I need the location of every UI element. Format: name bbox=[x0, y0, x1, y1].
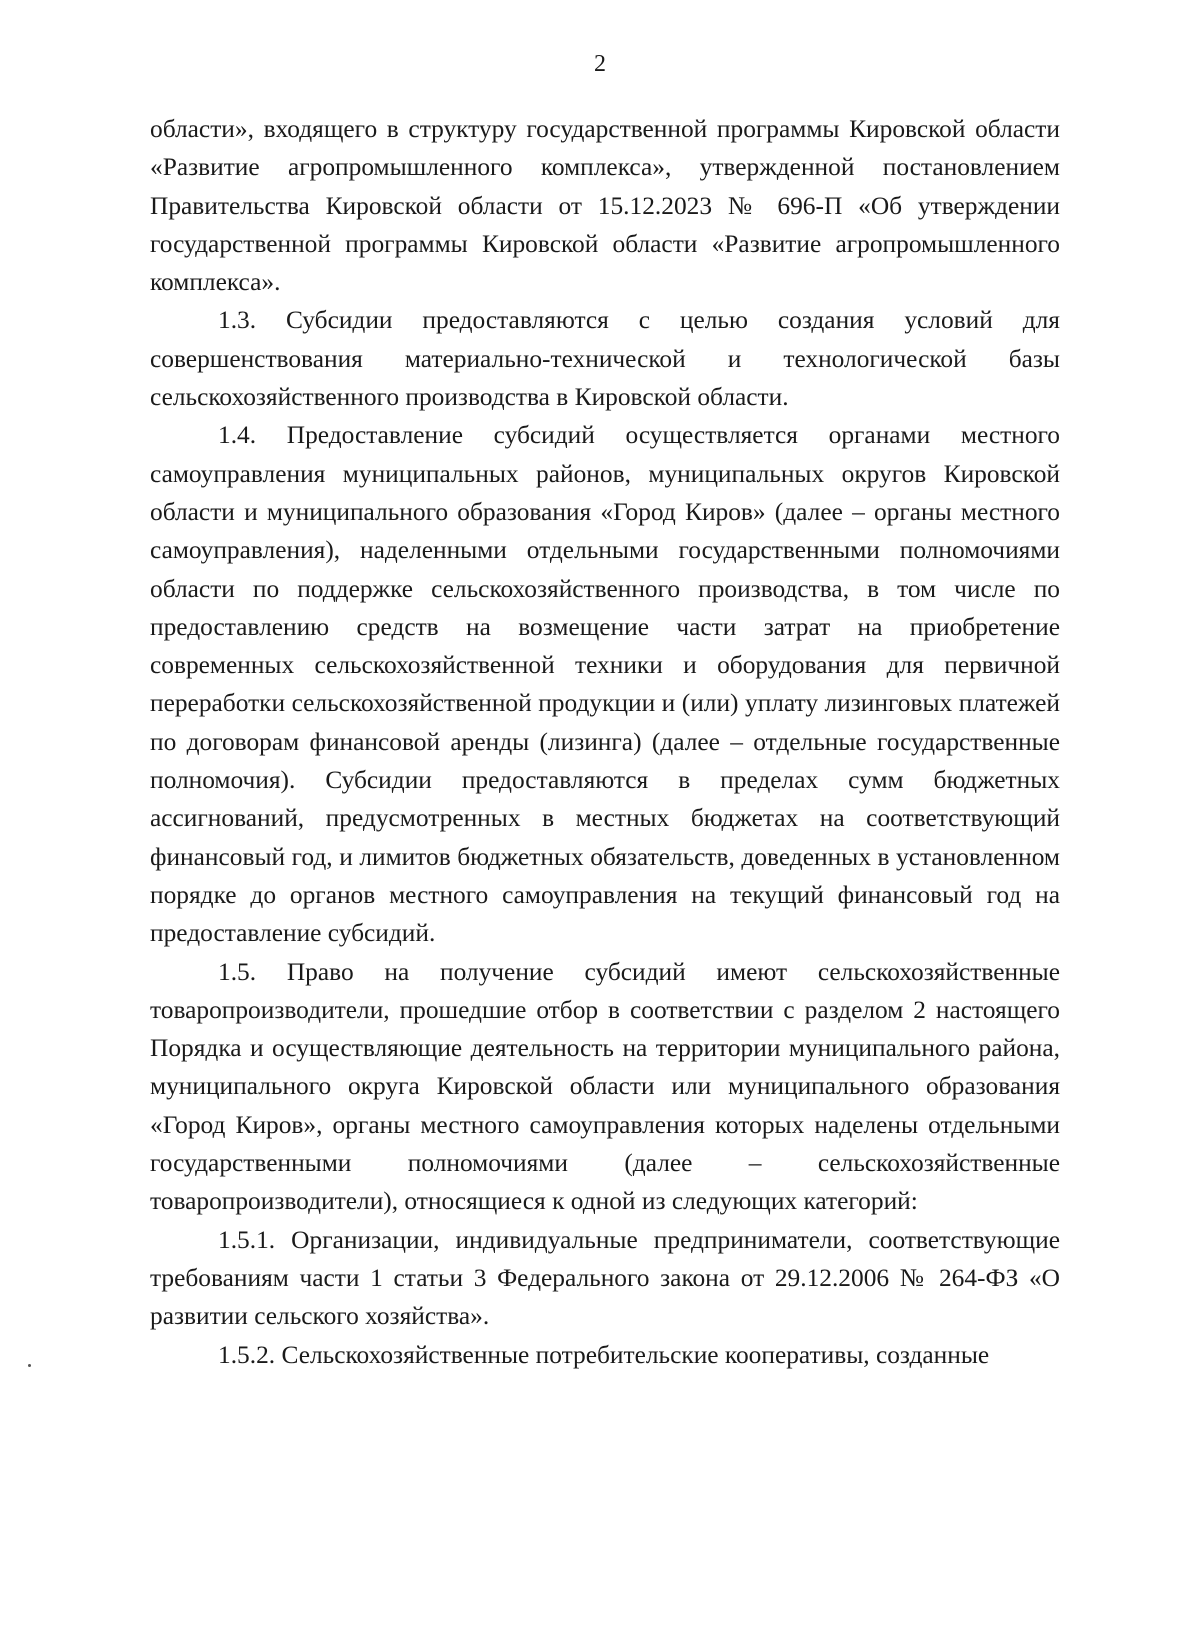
page-number: 2 bbox=[594, 51, 606, 77]
paragraph-1-5: 1.5. Право на получение субсидий имеют сельскохозяйственные товаропроизводители, прошедшие отбор в соответствии с разделом 2 настоящего Порядка и осуществляющие деятельность на территории муниципального района, муниципального округа Кировской области или муниципального образования «Город Киров», органы местного самоуправления которых наделены отдельными государственными полномочиями (далее – сельскохозяйственные товаропроизводители), относящиеся к одной из следующих категорий: bbox=[150, 957, 1060, 1216]
paragraph-1-5-2: 1.5.2. Сельскохозяйственные потребительские кооперативы, созданные bbox=[218, 1340, 990, 1369]
paragraph-1-3: 1.3. Субсидии предоставляются с целью создания условий для совершенствования материально-технической и технологической базы сельскохозяйственного производства в Кировской области. bbox=[150, 306, 1060, 412]
paragraph-1-4: 1.4. Предоставление субсидий осуществляется органами местного самоуправления муниципальных районов, муниципальных округов Кировской области и муниципального образования «Город Киров» (далее – органы местного самоуправления), наделенными отдельными государственными полномочиями области по поддержке сельскохозяйственного производства, в том числе по предоставлению средств на возмещение части затрат на приобретение современных сельскохозяйственной техники и оборудования для первичной переработки сельскохозяйственной продукции и (или) уплату лизинговых платежей по договорам финансовой аренды (лизинга) (далее – отдельные государственные полномочия). Субсидии предоставляются в пределах сумм бюджетных ассигнований, предусмотренных в местных бюджетах на соответствующий финансовый год, и лимитов бюджетных обязательств, доведенных в установленном порядке до органов местного самоуправления на текущий финансовый год на предоставление субсидий. bbox=[150, 421, 1060, 948]
paragraph-1-5-1: 1.5.1. Организации, индивидуальные предприниматели, соответствующие требованиям части 1 статьи 3 Федерального закона от 29.12.2006 № 264-ФЗ «О развитии сельского хозяйства». bbox=[150, 1225, 1060, 1331]
scan-speck bbox=[28, 1364, 31, 1367]
paragraph-continuation: области», входящего в структуру государственной программы Кировской области «Развитие агропромышленного комплекса», утвержденной постановлением Правительства Кировской области от 15.12.2023 № 696-П «Об утверждении государственной программы Кировской области «Развитие агропромышленного комплекса». bbox=[150, 115, 1060, 297]
document-body bbox=[150, 110, 1060, 1374]
